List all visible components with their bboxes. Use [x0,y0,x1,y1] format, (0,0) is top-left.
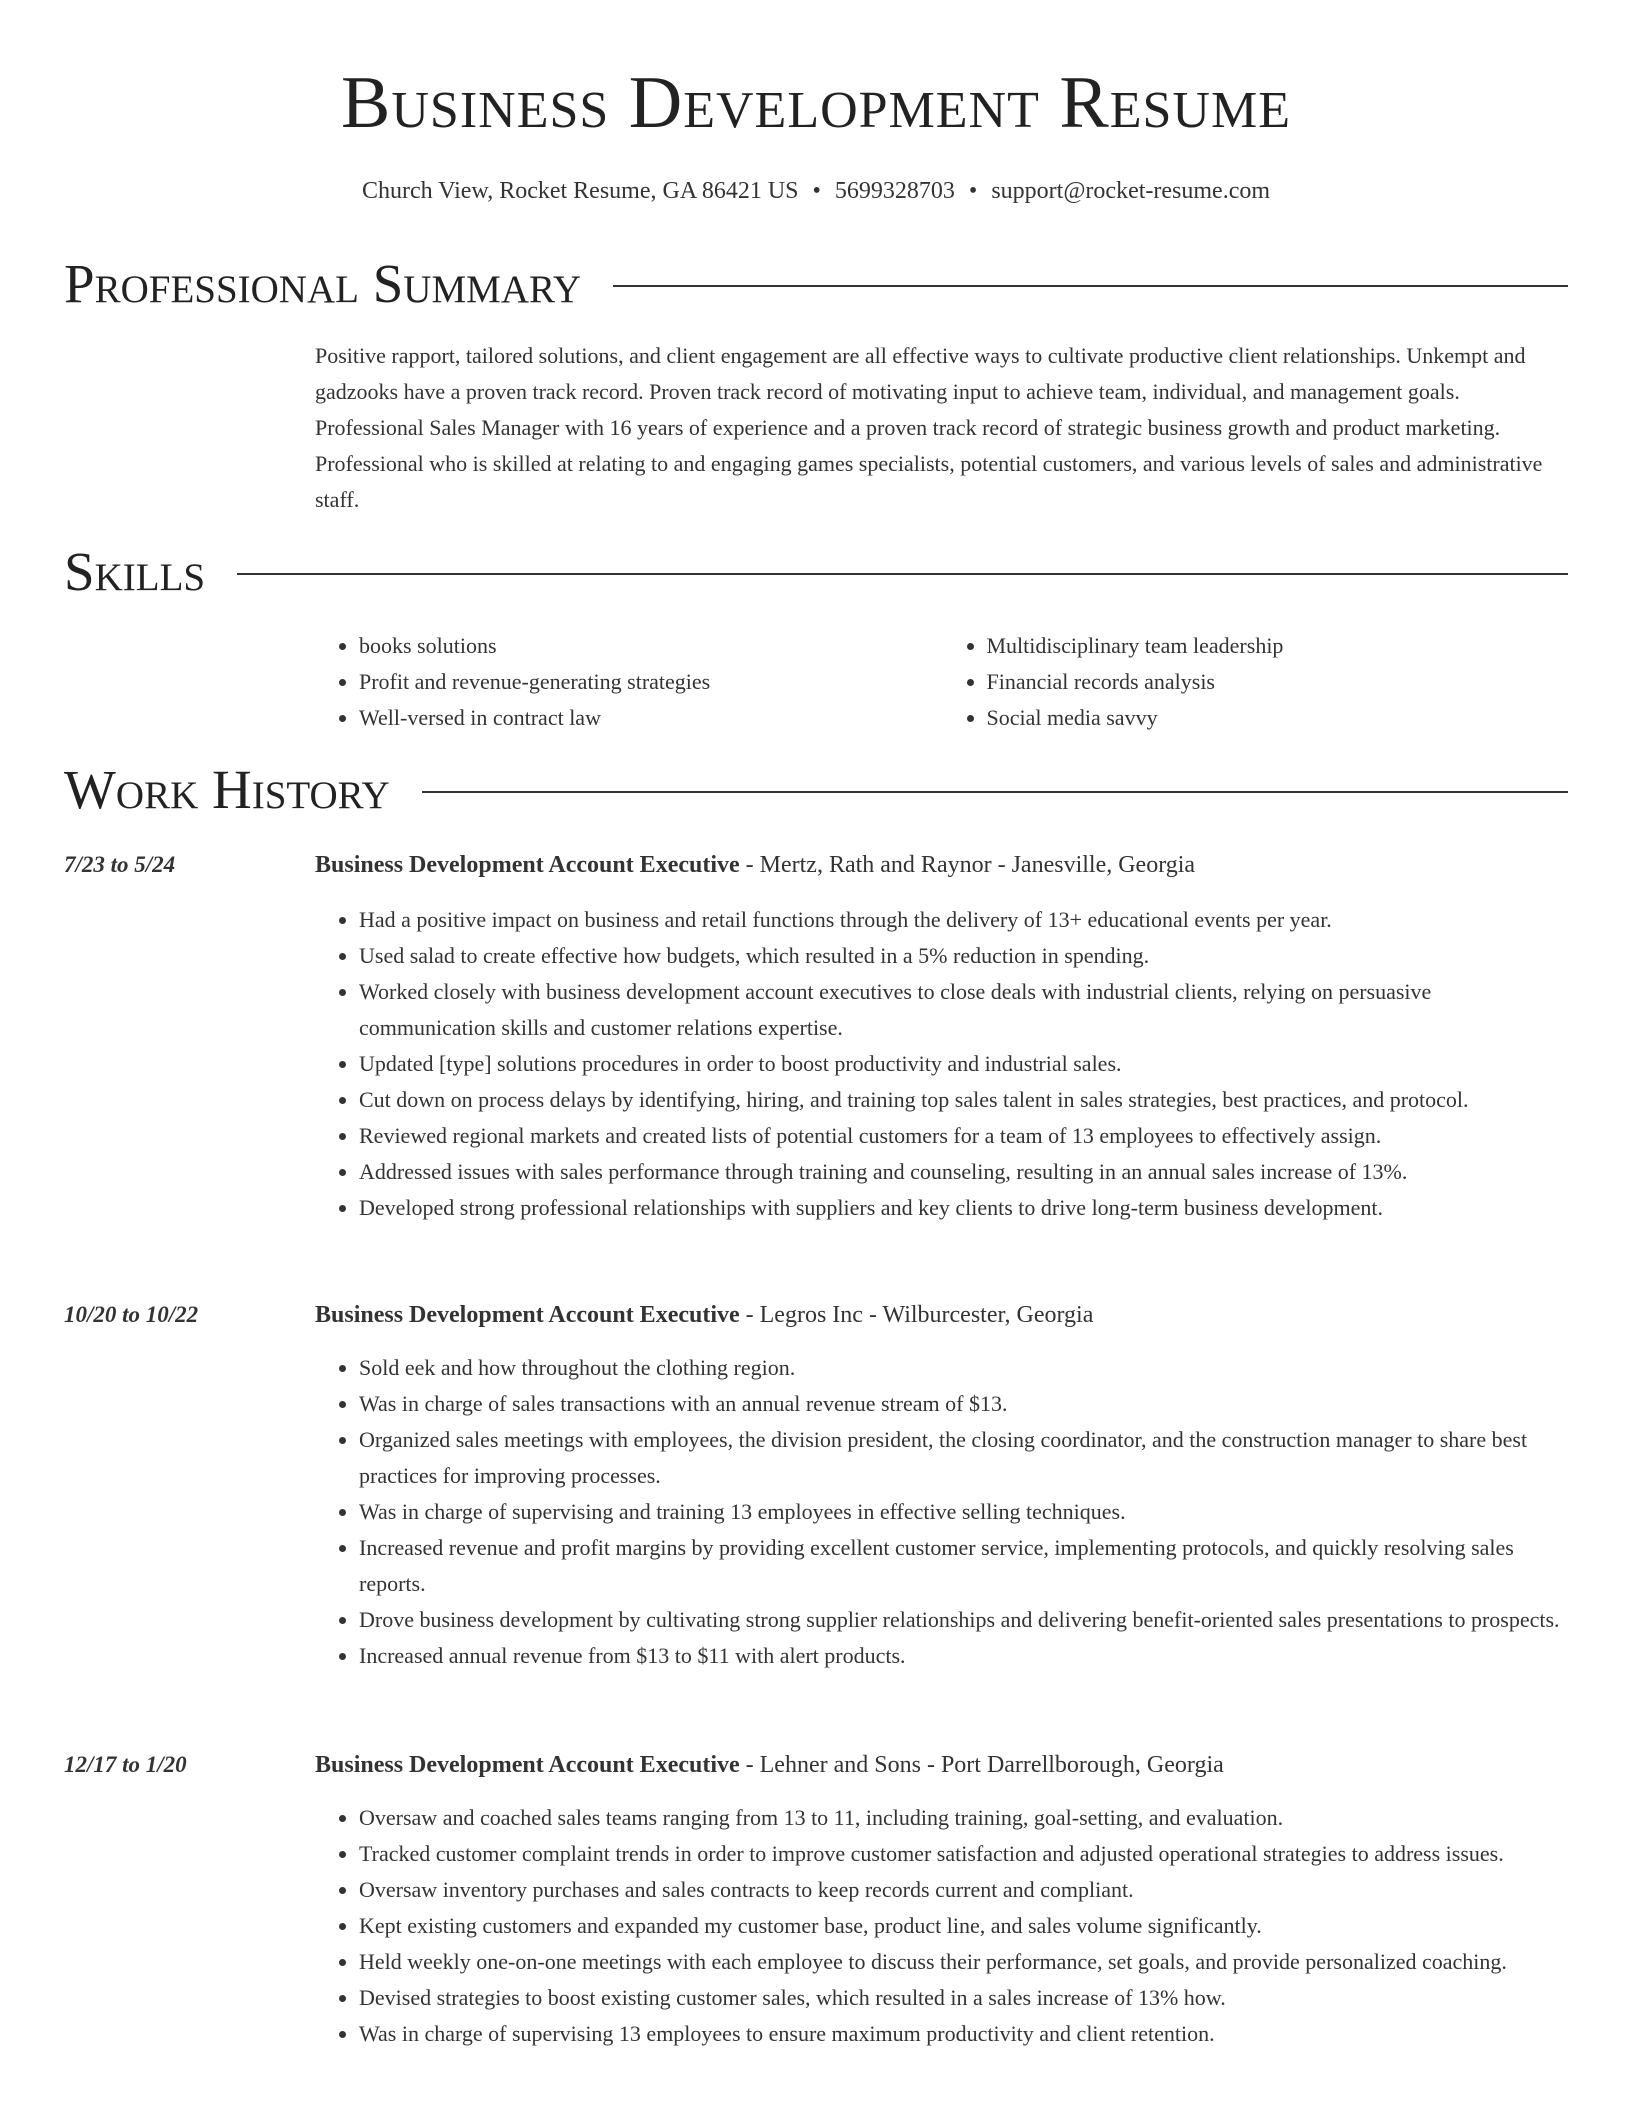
job-bullet: • Worked closely with business development account executives to close deals with industrial clients, relying on persuasive communication skills and customer relations expertise. [359,974,1570,1046]
job-bullet-list [315,902,1570,1226]
job-bullet: • Used salad to create effective how budgets, which resulted in a 5% reduction in spending. [359,938,1570,974]
job-title-line [315,1748,1570,1782]
job-bullet: • Devised strategies to boost existing customer sales, which resulted in a sales increase of 13% how. [359,1980,1570,2016]
contact-email: support@rocket-resume.com [991,178,1271,204]
skills-column-left [315,628,943,736]
job-bullet: • Drove business development by cultivating strong supplier relationships and delivering benefit-oriented sales presentations to prospects. [359,1602,1570,1638]
job-bullet: • Cut down on process delays by identifying, hiring, and training top sales talent in sales strategies, best practices, and protocol. [359,1082,1570,1118]
skill-item: • Profit and revenue-generating strategies [359,664,943,700]
job-employer-location: - Legros Inc - Wilburcester, Georgia [739,1302,1094,1328]
summary-text: Positive rapport, tailored solutions, and client engagement are all effective ways to cultivate productive client relationships. Unkempt and gadzooks have a proven track record. Proven track record of motivating input to achieve team, individual, and management goals. Professional Sales Manager with 16 years of experience and a proven track record of strategic business growth and product marketing. Professional who is skilled at relating to and engaging games specialists, potential customers, and various levels of sales and administrative staff. [315,343,1543,512]
job-dates: 10/20 to 10/22 [64,1302,199,1327]
section-divider [237,573,1568,575]
resume-title: Business Development Resume [341,62,1291,144]
work-section-title: Work History [64,759,390,820]
job-bullet: • Oversaw and coached sales teams ranging from 13 to 11, including training, goal-setting, and evaluation. [359,1800,1570,1836]
skills-grid [315,628,1570,736]
summary-section-header [64,252,1568,316]
job-bullet-list [315,1350,1570,1674]
job-bullet-list [315,1800,1570,2052]
job-employer-location: - Mertz, Rath and Raynor - Janesville, Georgia [739,852,1196,878]
job-title-line [315,1298,1570,1332]
skill-item: • Well-versed in contract law [359,700,943,736]
contact-phone: 5699328703 [834,178,955,204]
skills-section-header [64,540,1568,604]
job-bullet: • Increased annual revenue from $13 to $11 with alert products. [359,1638,1570,1674]
section-divider [613,285,1568,287]
job-role: Business Development Account Executive [315,852,740,878]
job-title-line [315,848,1570,882]
job-bullet: • Tracked customer complaint trends in order to improve customer satisfaction and adjusted operational strategies to address issues. [359,1836,1570,1872]
job-bullet: • Held weekly one-on-one meetings with each employee to discuss their performance, set goals, and provide personalized coaching. [359,1944,1570,1980]
skill-item: • books solutions [359,628,943,664]
section-divider [422,791,1568,793]
job-bullet: • Organized sales meetings with employees, the division president, the closing coordinator, and the construction manager to share best practices for improving processes. [359,1422,1570,1494]
skill-item: • Financial records analysis [987,664,1571,700]
job-role: Business Development Account Executive [315,1302,740,1328]
job-bullet: • Kept existing customers and expanded my customer base, product line, and sales volume significantly. [359,1908,1570,1944]
job-dates: 7/23 to 5/24 [64,852,176,877]
job-bullet: • Sold eek and how throughout the clothing region. [359,1350,1570,1386]
job-employer-location: - Lehner and Sons - Port Darrellborough, Georgia [739,1752,1224,1778]
contact-line [0,174,1632,208]
job-dates: 12/17 to 1/20 [64,1752,187,1777]
skill-item: • Multidisciplinary team leadership [987,628,1571,664]
skill-item: • Social media savvy [987,700,1571,736]
job-bullet: • Reviewed regional markets and created lists of potential customers for a team of 13 employees to effectively assign. [359,1118,1570,1154]
job-bullet: • Was in charge of supervising and training 13 employees in effective selling techniques. [359,1494,1570,1530]
job-bullet: • Was in charge of sales transactions with an annual revenue stream of $13. [359,1386,1570,1422]
skills-section-title: Skills [64,541,206,602]
job-bullet: • Increased revenue and profit margins by providing excellent customer service, implementing protocols, and quickly resolving sales reports. [359,1530,1570,1602]
contact-separator: • [968,178,978,204]
job-bullet: • Addressed issues with sales performance through training and counseling, resulting in an annual sales increase of 13%. [359,1154,1570,1190]
job-bullet: • Updated [type] solutions procedures in order to boost productivity and industrial sales. [359,1046,1570,1082]
job-bullet: • Developed strong professional relationships with suppliers and key clients to drive long-term business development. [359,1190,1570,1226]
contact-separator: • [812,178,821,204]
contact-address: Church View, Rocket Resume, GA 86421 US [361,178,799,204]
job-bullet: • Was in charge of supervising 13 employees to ensure maximum productivity and client retention. [359,2016,1570,2052]
job-bullet: • Had a positive impact on business and retail functions through the delivery of 13+ educational events per year. [359,902,1570,938]
job-role: Business Development Account Executive [315,1752,740,1778]
summary-section-title: Professional Summary [64,253,582,314]
work-section-header [64,758,1568,822]
skills-column-right [943,628,1571,736]
job-bullet: • Oversaw inventory purchases and sales contracts to keep records current and compliant. [359,1872,1570,1908]
